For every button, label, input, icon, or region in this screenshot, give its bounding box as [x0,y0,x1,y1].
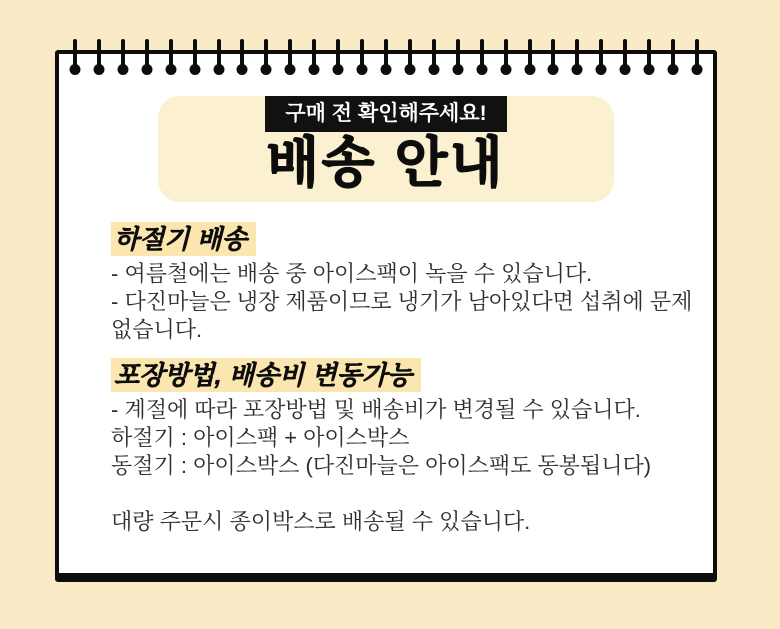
binding-pin [575,39,579,69]
body-line: 없습니다. [111,317,203,342]
binding-pin [169,39,173,69]
body-line: 대량 주문시 종이박스로 배송될 수 있습니다. [111,509,531,534]
binding-pin [121,39,125,69]
binding-pin [599,39,603,69]
binding-pin [336,39,340,69]
section-heading-highlight: 하절기 배송 [111,222,256,256]
body-line-spacer [111,480,669,508]
body-line: 동절기 : 아이스박스 (다진마늘은 아이스팩도 동봉됩니다) [111,453,652,478]
binding-pin [647,39,651,69]
binding-pin [240,39,244,69]
page-title: 배송 안내 [266,133,506,193]
body-line: - 여름철에는 배송 중 아이스팩이 녹을 수 있습니다. [111,261,593,286]
binding-pin [384,39,388,69]
binding-pin [145,39,149,69]
binding-pin [432,39,436,69]
body-line: - 다진마늘은 냉장 제품이므로 냉기가 남아있다면 섭취에 문제 [111,289,693,314]
binding-pin [73,39,77,69]
section-heading-highlight: 포장방법, 배송비 변동가능 [111,358,421,392]
section-heading-summer [111,224,669,254]
binding-pin [695,39,699,69]
notice-card [55,50,717,582]
binding-pin [671,39,675,69]
section-heading-packaging [111,360,669,390]
binding-pin [504,39,508,69]
binding-pin [264,39,268,69]
section-packaging-shipping-fee [111,360,669,536]
body-line: - 계절에 따라 포장방법 및 배송비가 변경될 수 있습니다. [111,397,641,422]
binding-pin [456,39,460,69]
binding-pin [623,39,627,69]
binding-pin [408,39,412,69]
notice-content [59,202,713,536]
pre-purchase-badge: 구매 전 확인해주세요! [265,96,506,132]
binding-pin [217,39,221,69]
body-line: 하절기 : 아이스팩 + 아이스박스 [111,425,410,450]
binding-pin [312,39,316,69]
binding-pin [193,39,197,69]
binding-pin [551,39,555,69]
binding-pin [360,39,364,69]
section-summer-delivery [111,224,693,344]
binding-pin [97,39,101,69]
binding-pin [528,39,532,69]
title-banner [158,96,614,202]
binding-pin [288,39,292,69]
binding-pin [480,39,484,69]
spiral-binding [73,39,699,75]
